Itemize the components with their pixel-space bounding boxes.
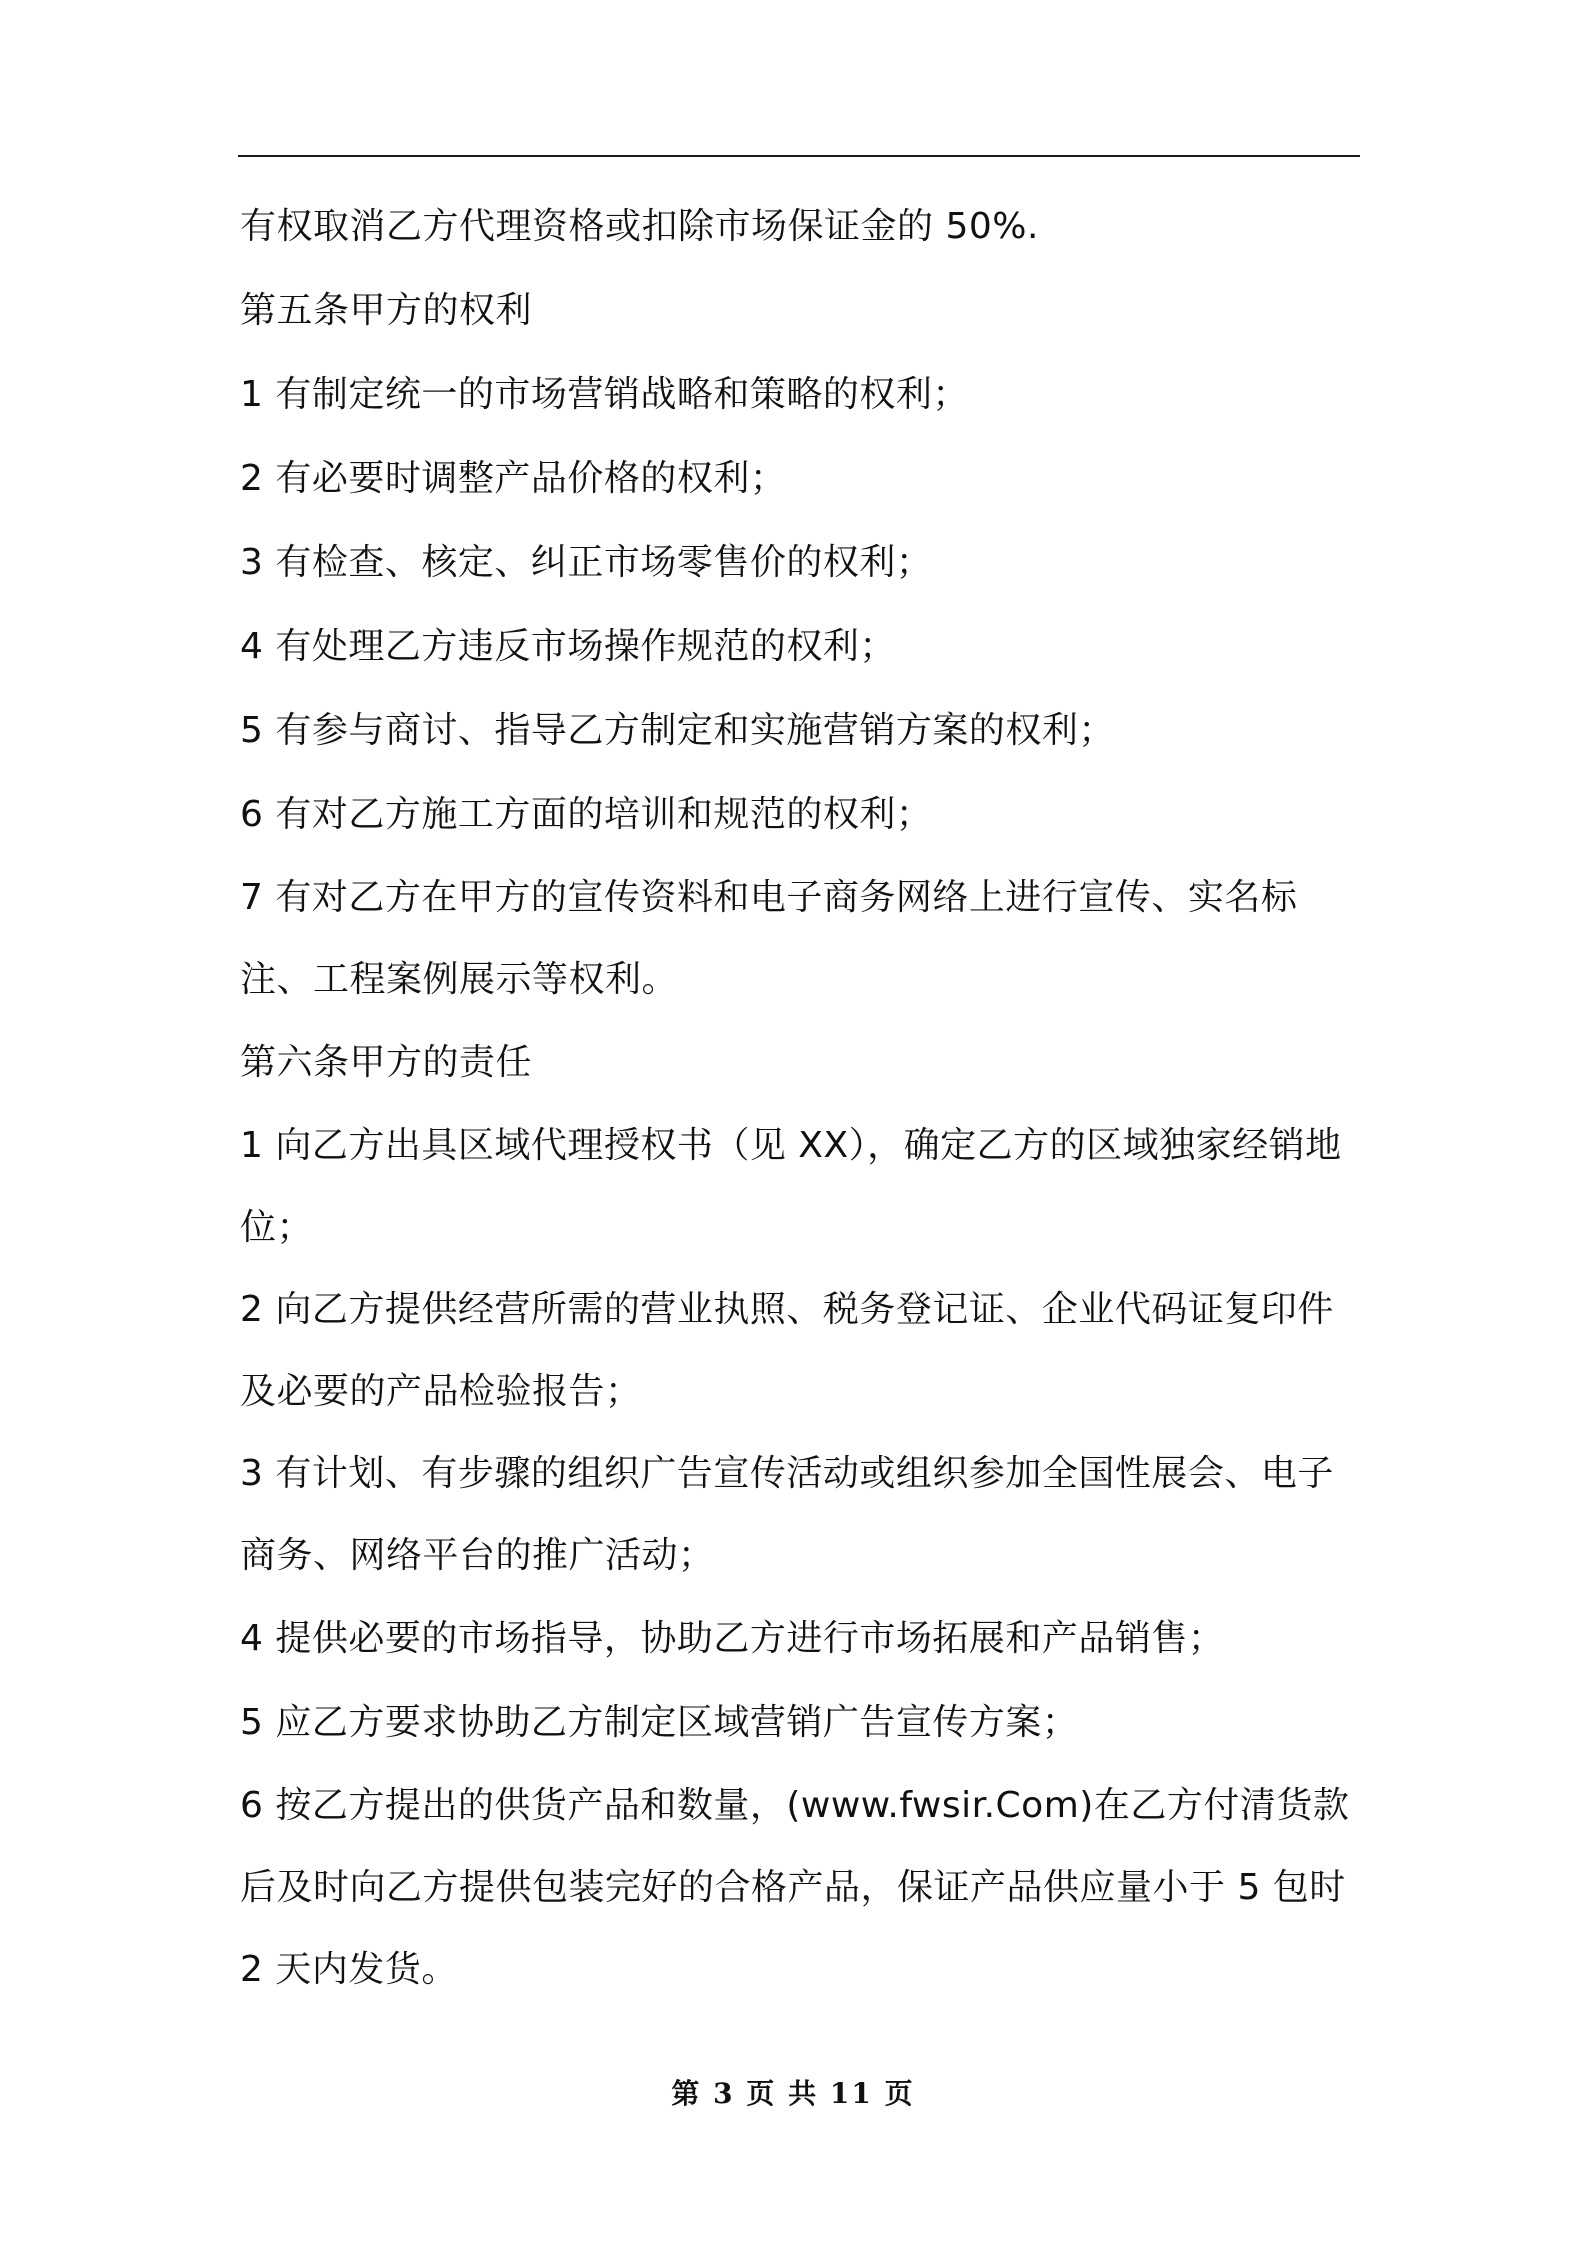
list-item: 7 有对乙方在甲方的宣传资料和电子商务网络上进行宣传、实名标注、工程案例展示等权利。 — [240, 877, 1298, 1000]
list-item: 4 有处理乙方违反市场操作规范的权利； — [240, 626, 896, 667]
list-item: 5 有参与商讨、指导乙方制定和实施营销方案的权利； — [240, 710, 1115, 751]
page-number: 第 3 页 共 11 页 — [671, 2077, 915, 2110]
section-heading-article-5: 第五条甲方的权利 — [240, 290, 533, 331]
list-item: 4 提供必要的市场指导，协助乙方进行市场拓展和产品销售； — [240, 1618, 1225, 1659]
list-item: 6 有对乙方施工方面的培训和规范的权利； — [240, 794, 933, 835]
list-item: 1 向乙方出具区域代理授权书（见 XX），确定乙方的区域独家经销地位； — [240, 1125, 1342, 1248]
list-item: 2 有必要时调整产品价格的权利； — [240, 458, 787, 499]
paragraph-continuation: 有权取消乙方代理资格或扣除市场保证金的 50%. — [240, 206, 1039, 247]
list-item: 3 有计划、有步骤的组织广告宣传活动或组织参加全国性展会、电子商务、网络平台的推广活动； — [240, 1453, 1334, 1576]
list-item: 1 有制定统一的市场营销战略和策略的权利； — [240, 374, 969, 415]
document-body — [240, 185, 1370, 2011]
list-item: 2 向乙方提供经营所需的营业执照、税务登记证、企业代码证复印件及必要的产品检验报告； — [240, 1289, 1334, 1412]
list-item: 3 有检查、核定、纠正市场零售价的权利； — [240, 542, 933, 583]
header-divider — [238, 155, 1360, 157]
list-item: 5 应乙方要求协助乙方制定区域营销广告宣传方案； — [240, 1702, 1079, 1743]
list-item: 6 按乙方提出的供货产品和数量，(www.fwsir.Com)在乙方付清货款后及时向乙方提供包装完好的合格产品，保证产品供应量小于 5 包时 2 天内发货。 — [240, 1785, 1350, 1990]
section-heading-article-6: 第六条甲方的责任 — [240, 1042, 533, 1083]
